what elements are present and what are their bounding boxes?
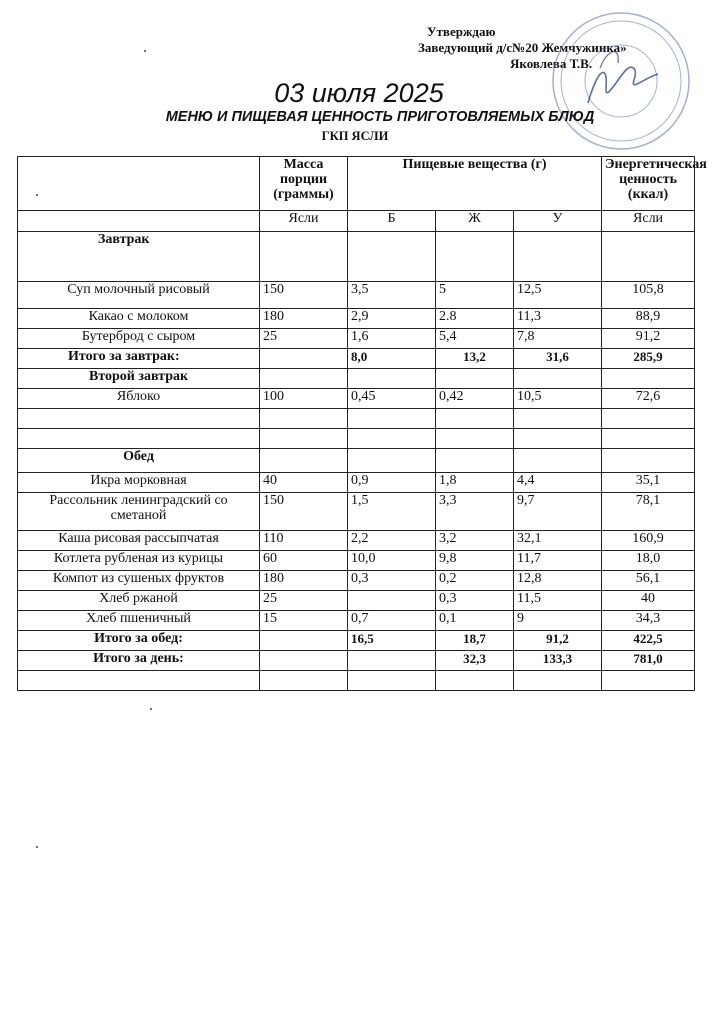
- header-mass: Масса порции (граммы): [260, 157, 348, 211]
- protein-cell: [348, 671, 436, 691]
- energy-kcal-cell: 56,1: [602, 571, 695, 591]
- carbs-cell: 12,5: [514, 282, 602, 309]
- protein-cell: [348, 369, 436, 389]
- mass-grams-cell: 60: [260, 551, 348, 571]
- table-row: [18, 493, 695, 531]
- fat-cell: 0,2: [436, 571, 514, 591]
- dish-name-cell: Итого за день:: [18, 651, 260, 671]
- mass-grams-cell: 25: [260, 591, 348, 611]
- energy-kcal-cell: 105,8: [602, 282, 695, 309]
- mass-grams-cell: 180: [260, 571, 348, 591]
- energy-kcal-cell: [602, 429, 695, 449]
- protein-cell: 0,7: [348, 611, 436, 631]
- dish-name-cell: Котлета рубленая из курицы: [18, 551, 260, 571]
- table-row: [18, 389, 695, 409]
- dish-name-cell: [18, 409, 260, 429]
- mass-grams-cell: [260, 429, 348, 449]
- approval-line-1: Утверждаю: [427, 24, 496, 39]
- mass-grams-cell: 40: [260, 473, 348, 493]
- mass-grams-cell: 15: [260, 611, 348, 631]
- section-row: [18, 369, 695, 389]
- total-row: [18, 349, 695, 369]
- dish-name-cell: Рассольник ленинградский со сметаной: [18, 493, 260, 531]
- approval-line-3: Яковлева Т.В.: [510, 56, 593, 71]
- dish-name-cell: Обед: [18, 449, 260, 473]
- energy-kcal-cell: [602, 671, 695, 691]
- protein-cell: 0,9: [348, 473, 436, 493]
- dish-name-cell: Бутерброд с сыром: [18, 329, 260, 349]
- carbs-cell: [514, 449, 602, 473]
- dish-name-cell: Суп молочный рисовый: [18, 282, 260, 309]
- fat-cell: [436, 429, 514, 449]
- fat-cell: 2.8: [436, 309, 514, 329]
- energy-kcal-cell: 40: [602, 591, 695, 611]
- carbs-cell: 133,3: [514, 651, 602, 671]
- table-row: [18, 531, 695, 551]
- mass-grams-cell: [260, 631, 348, 651]
- subheader-carbs: У: [514, 211, 602, 232]
- protein-cell: 3,5: [348, 282, 436, 309]
- mass-grams-cell: 25: [260, 329, 348, 349]
- subheader-fat: Ж: [436, 211, 514, 232]
- fat-cell: 3,2: [436, 531, 514, 551]
- fat-cell: 0,1: [436, 611, 514, 631]
- carbs-cell: 9,7: [514, 493, 602, 531]
- protein-cell: 2,9: [348, 309, 436, 329]
- carbs-cell: 12,8: [514, 571, 602, 591]
- table-row: [18, 671, 695, 691]
- table-row: [18, 551, 695, 571]
- mass-grams-cell: 150: [260, 493, 348, 531]
- table-row: [18, 309, 695, 329]
- dish-name-cell: Итого за обед:: [18, 631, 260, 651]
- scan-speck: [144, 50, 146, 52]
- dish-name-cell: Икра морковная: [18, 473, 260, 493]
- energy-kcal-cell: [602, 232, 695, 282]
- table-row: [18, 591, 695, 611]
- section-row: [18, 449, 695, 473]
- header-blank-cell: [18, 157, 260, 211]
- mass-grams-cell: 180: [260, 309, 348, 329]
- subheader-energy: Ясли: [602, 211, 695, 232]
- energy-kcal-cell: [602, 409, 695, 429]
- energy-kcal-cell: 78,1: [602, 493, 695, 531]
- fat-cell: [436, 232, 514, 282]
- fat-cell: [436, 409, 514, 429]
- energy-kcal-cell: 422,5: [602, 631, 695, 651]
- protein-cell: 1,6: [348, 329, 436, 349]
- carbs-cell: [514, 409, 602, 429]
- dish-name-cell: Хлеб ржаной: [18, 591, 260, 611]
- energy-kcal-cell: [602, 449, 695, 473]
- protein-cell: [348, 429, 436, 449]
- table-row: [18, 473, 695, 493]
- carbs-cell: 91,2: [514, 631, 602, 651]
- carbs-cell: 31,6: [514, 349, 602, 369]
- scan-speck: [36, 846, 38, 848]
- carbs-cell: 7,8: [514, 329, 602, 349]
- menu-title: МЕНЮ И ПИЩЕВАЯ ЦЕННОСТЬ ПРИГОТОВЛЯЕМЫХ БЛЮД: [165, 109, 595, 125]
- energy-kcal-cell: 72,6: [602, 389, 695, 409]
- subheader-protein: Б: [348, 211, 436, 232]
- mass-grams-cell: [260, 369, 348, 389]
- energy-kcal-cell: 285,9: [602, 349, 695, 369]
- dish-name-cell: Завтрак: [18, 232, 260, 282]
- table-row: [18, 611, 695, 631]
- table-header-row: [18, 157, 695, 211]
- energy-kcal-cell: 35,1: [602, 473, 695, 493]
- fat-cell: 9,8: [436, 551, 514, 571]
- mass-grams-cell: 110: [260, 531, 348, 551]
- energy-kcal-cell: 34,3: [602, 611, 695, 631]
- energy-kcal-cell: 18,0: [602, 551, 695, 571]
- protein-cell: 10,0: [348, 551, 436, 571]
- total-row: [18, 651, 695, 671]
- dish-name-cell: Яблоко: [18, 389, 260, 409]
- protein-cell: 0,3: [348, 571, 436, 591]
- mass-grams-cell: [260, 449, 348, 473]
- fat-cell: 18,7: [436, 631, 514, 651]
- energy-kcal-cell: 91,2: [602, 329, 695, 349]
- fat-cell: 5,4: [436, 329, 514, 349]
- subheader-blank-cell: [18, 211, 260, 232]
- protein-cell: 2,2: [348, 531, 436, 551]
- carbs-cell: [514, 369, 602, 389]
- fat-cell: 3,3: [436, 493, 514, 531]
- mass-grams-cell: [260, 671, 348, 691]
- protein-cell: [348, 651, 436, 671]
- dish-name-cell: Какао с молоком: [18, 309, 260, 329]
- menu-date: 03 июля 2025: [274, 78, 444, 108]
- fat-cell: 0,42: [436, 389, 514, 409]
- mass-grams-cell: [260, 651, 348, 671]
- dish-name-cell: [18, 429, 260, 449]
- mass-grams-cell: 150: [260, 282, 348, 309]
- fat-cell: [436, 369, 514, 389]
- carbs-cell: [514, 429, 602, 449]
- scan-speck: [36, 194, 38, 196]
- carbs-cell: 11,3: [514, 309, 602, 329]
- carbs-cell: 9: [514, 611, 602, 631]
- energy-kcal-cell: 88,9: [602, 309, 695, 329]
- approval-line-2: Заведующий д/с№20 Жемчужинка»: [418, 40, 627, 55]
- fat-cell: [436, 449, 514, 473]
- carbs-cell: 32,1: [514, 531, 602, 551]
- protein-cell: [348, 232, 436, 282]
- carbs-cell: [514, 671, 602, 691]
- protein-cell: [348, 591, 436, 611]
- mass-grams-cell: [260, 349, 348, 369]
- carbs-cell: 11,5: [514, 591, 602, 611]
- protein-cell: 1,5: [348, 493, 436, 531]
- table-row: [18, 409, 695, 429]
- fat-cell: 13,2: [436, 349, 514, 369]
- header-energy: Энергетическая ценность (ккал): [602, 157, 695, 211]
- dish-name-cell: Второй завтрак: [18, 369, 260, 389]
- table-row: [18, 282, 695, 309]
- section-row: [18, 232, 695, 282]
- carbs-cell: 10,5: [514, 389, 602, 409]
- carbs-cell: [514, 232, 602, 282]
- mass-grams-cell: 100: [260, 389, 348, 409]
- menu-table: [17, 156, 707, 691]
- total-row: [18, 631, 695, 651]
- dish-name-cell: [18, 671, 260, 691]
- protein-cell: 8,0: [348, 349, 436, 369]
- dish-name-cell: Хлеб пшеничный: [18, 611, 260, 631]
- group-label: ГКП ЯСЛИ: [321, 129, 389, 143]
- fat-cell: 5: [436, 282, 514, 309]
- carbs-cell: 4,4: [514, 473, 602, 493]
- protein-cell: 16,5: [348, 631, 436, 651]
- subheader-mass: Ясли: [260, 211, 348, 232]
- energy-kcal-cell: [602, 369, 695, 389]
- dish-name-cell: Итого за завтрак:: [18, 349, 260, 369]
- scan-speck: [150, 708, 152, 710]
- energy-kcal-cell: 781,0: [602, 651, 695, 671]
- protein-cell: [348, 449, 436, 473]
- table-row: [18, 429, 695, 449]
- fat-cell: 0,3: [436, 591, 514, 611]
- fat-cell: [436, 671, 514, 691]
- mass-grams-cell: [260, 409, 348, 429]
- dish-name-cell: Компот из сушеных фруктов: [18, 571, 260, 591]
- protein-cell: 0,45: [348, 389, 436, 409]
- table-row: [18, 571, 695, 591]
- mass-grams-cell: [260, 232, 348, 282]
- fat-cell: 1,8: [436, 473, 514, 493]
- energy-kcal-cell: 160,9: [602, 531, 695, 551]
- table-row: [18, 329, 695, 349]
- protein-cell: [348, 409, 436, 429]
- fat-cell: 32,3: [436, 651, 514, 671]
- dish-name-cell: Каша рисовая рассыпчатая: [18, 531, 260, 551]
- table-subheader-row: [18, 211, 695, 232]
- header-nutrients: Пищевые вещества (г): [348, 157, 602, 211]
- carbs-cell: 11,7: [514, 551, 602, 571]
